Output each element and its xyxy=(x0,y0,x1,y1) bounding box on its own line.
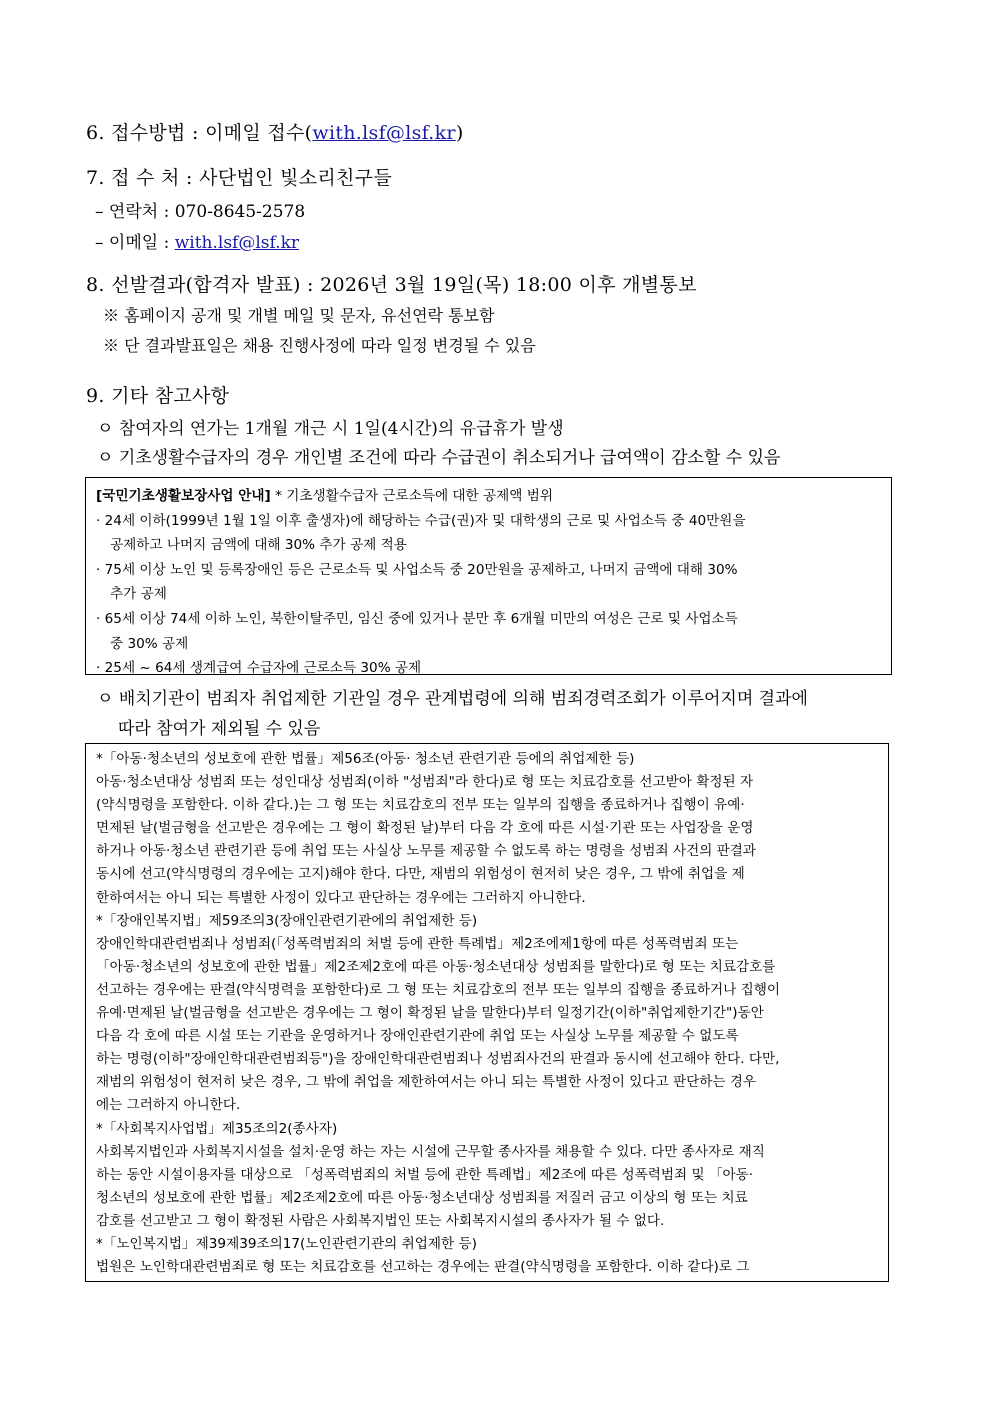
section-8-title: 8. 선발결과(합격자 발표) : 2026년 3월 19일(목) 18:00 이후 개별통보 xyxy=(86,274,697,296)
legal-line: *「사회복지사업법」제35조의2(종사자) xyxy=(96,1120,338,1137)
livelihood-box-line: · 65세 이상 74세 이하 노인, 북한이탈주민, 임신 중에 있거나 분만 후 6개월 미만의 여성은 근로 및 사업소득 xyxy=(96,610,738,627)
legal-line: 한하여서는 아니 되는 특별한 사정이 있다고 판단하는 경우에는 그러하지 아니한다. xyxy=(96,889,586,906)
livelihood-box-line: · 75세 이상 노인 및 등록장애인 등은 근로소득 및 사업소득 중 20만원을 공제하고, 나머지 금액에 대해 30% xyxy=(96,561,738,578)
legal-line: 다음 각 호에 따른 시설 또는 기관을 운영하거나 장애인관련기관에 취업 또는 사실상 노무를 제공할 수 없도록 xyxy=(96,1028,739,1045)
section-8-note-1: ※ 홈페이지 공개 및 개별 메일 및 문자, 유선연락 통보함 xyxy=(103,306,495,325)
contact-email-label: – 이메일 : xyxy=(95,233,175,253)
legal-line: *「장애인복지법」제59조의3(장애인관련기관에의 취업제한 등) xyxy=(96,912,478,929)
section-9-item-2: ㅇ 기초생활수급자의 경우 개인별 조건에 따라 수급권이 취소되거나 급여액이 감소할 수 있음 xyxy=(97,448,781,468)
legal-line: 감호를 선고받고 그 형이 확정된 사람은 사회복지법인 또는 사회복지시설의 종사자가 될 수 없다. xyxy=(96,1212,665,1229)
legal-line: 유예·면제된 날(벌금형을 선고받은 경우에는 그 형이 확정된 날을 말한다)부터 일정기간(이하"취업제한기간")동안 xyxy=(96,1005,764,1022)
section-6-close: ) xyxy=(455,122,464,144)
legal-line: 청소년의 성보호에 관한 법률」제2조제2호에 따른 아동·청소년대상 성범죄를 저질러 금고 이상의 형 또는 치료 xyxy=(96,1189,748,1206)
livelihood-info-box xyxy=(85,477,892,675)
legal-line: 「아동·청소년의 성보호에 관한 법률」제2조제2호에 따른 아동·청소년대상 성범죄를 말한다)로 형 또는 치료감호를 xyxy=(96,958,776,975)
legal-line: 동시에 선고(약식명령의 경우에는 고지)해야 한다. 다만, 재범의 위험성이 현저히 낮은 경우, 그 밖에 취업을 제 xyxy=(96,866,745,883)
legal-line: 하는 동안 시설이용자를 대상으로 「성폭력범죄의 처벌 등에 관한 특례법」제2조에 따른 성폭력범죄 및 「아동· xyxy=(96,1166,754,1183)
contact-email-link[interactable]: with.lsf@lsf.kr xyxy=(174,233,300,253)
section-9-item-1: ㅇ 참여자의 연가는 1개월 개근 시 1일(4시간)의 유급휴가 발생 xyxy=(97,419,564,439)
legal-line: 사회복지법인과 사회복지시설을 설치·운영 하는 자는 시설에 근무할 종사자를 채용할 수 있다. 다만 종사자로 재직 xyxy=(96,1143,765,1160)
section-9-title: 9. 기타 참고사항 xyxy=(86,385,230,407)
section-7-title: 7. 접 수 처 : 사단법인 빛소리친구들 xyxy=(86,167,392,189)
section-6-text: 6. 접수방법 : 이메일 접수( xyxy=(86,122,313,144)
section-9-item-3-line-1: ㅇ 배치기관이 범죄자 취업제한 기관일 경우 관계법령에 의해 범죄경력조회가 이루어지며 결과에 xyxy=(97,689,808,709)
section-6-line xyxy=(86,118,464,145)
livelihood-box-line: · 24세 이하(1999년 1월 1일 이후 출생자)에 해당하는 수급(권)자 및 대학생의 근로 및 사업소득 중 40만원을 xyxy=(96,512,746,529)
livelihood-box-line: 중 30% 공제 xyxy=(110,635,189,652)
legal-line: 면제된 날(벌금형을 선고받은 경우에는 그 형이 확정된 날)부터 다음 각 호에 따른 시설·기관 또는 사업장을 운영 xyxy=(96,820,754,837)
legal-line: 장애인학대관련범죄나 성범죄(「성폭력범죄의 처벌 등에 관한 특례법」제2조에제1항에 따른 성폭력범죄 또는 xyxy=(96,935,739,952)
contact-phone: – 연락처 : 070-8645-2578 xyxy=(95,202,306,222)
legal-line: *「아동·청소년의 성보호에 관한 법률」제56조(아동· 청소년 관련기관 등에의 취업제한 등) xyxy=(96,751,635,767)
livelihood-box-line: 추가 공제 xyxy=(110,586,167,603)
section-9-item-3-line-2: 따라 참여가 제외될 수 있음 xyxy=(118,719,321,739)
section-8-note-2: ※ 단 결과발표일은 채용 진행사정에 따라 일정 변경될 수 있음 xyxy=(103,336,536,355)
legal-line: 하거나 아동·청소년 관련기관 등에 취업 또는 사실상 노무를 제공할 수 없도록 하는 명령을 성범죄 사건의 판결과 xyxy=(96,843,757,860)
legal-line: 재범의 위험성이 현저히 낮은 경우, 그 밖에 취업을 제한하여서는 아니 되는 특별한 사정이 있다고 판단하는 경우 xyxy=(96,1074,757,1091)
legal-line: 아동·청소년대상 성범죄 또는 성인대상 성범죄(이하 "성범죄"라 한다)로 형 또는 치료감호를 선고받아 확정된 자 xyxy=(96,774,754,791)
legal-line: 선고하는 경우에는 판결(약식명력을 포함한다)로 그 형 또는 치료감호의 전부 또는 일부의 집행을 종료하거나 집행이 xyxy=(96,981,780,998)
livelihood-box-heading-bold: [국민기초생활보장사업 안내] xyxy=(96,488,271,504)
legal-line: *「노인복지법」제39제39조의17(노인관련기관의 취업제한 등) xyxy=(96,1235,477,1252)
legal-line: 하는 명령(이하"장애인학대관련범죄등")을 장애인학대관련범죄나 성범죄사건의 판결과 동시에 선고해야 한다. 다만, xyxy=(96,1051,780,1068)
legal-line: 법원은 노인학대관련범죄로 형 또는 치료감호를 선고하는 경우에는 판결(약식명령을 포함한다. 이하 같다)로 그 xyxy=(96,1259,750,1276)
legal-line: (약식명령을 포함한다. 이하 같다.)는 그 형 또는 치료감호의 전부 또는 일부의 집행을 종료하거나 집행이 유예· xyxy=(96,797,745,814)
legal-line: 에는 그러하지 아니한다. xyxy=(96,1097,241,1114)
livelihood-box-heading-rest: * 기초생활수급자 근로소득에 대한 공제액 범위 xyxy=(270,488,553,504)
livelihood-box-line: · 25세 ~ 64세 생계급여 수급자에 근로소득 30% 공제 xyxy=(96,660,422,677)
livelihood-box-heading xyxy=(96,484,881,509)
contact-email-line xyxy=(95,228,299,253)
livelihood-box-line: 공제하고 나머지 금액에 대해 30% 추가 공제 적용 xyxy=(110,537,407,554)
email-link[interactable]: with.lsf@lsf.kr xyxy=(312,122,456,144)
legal-excerpt-box xyxy=(85,743,889,1282)
